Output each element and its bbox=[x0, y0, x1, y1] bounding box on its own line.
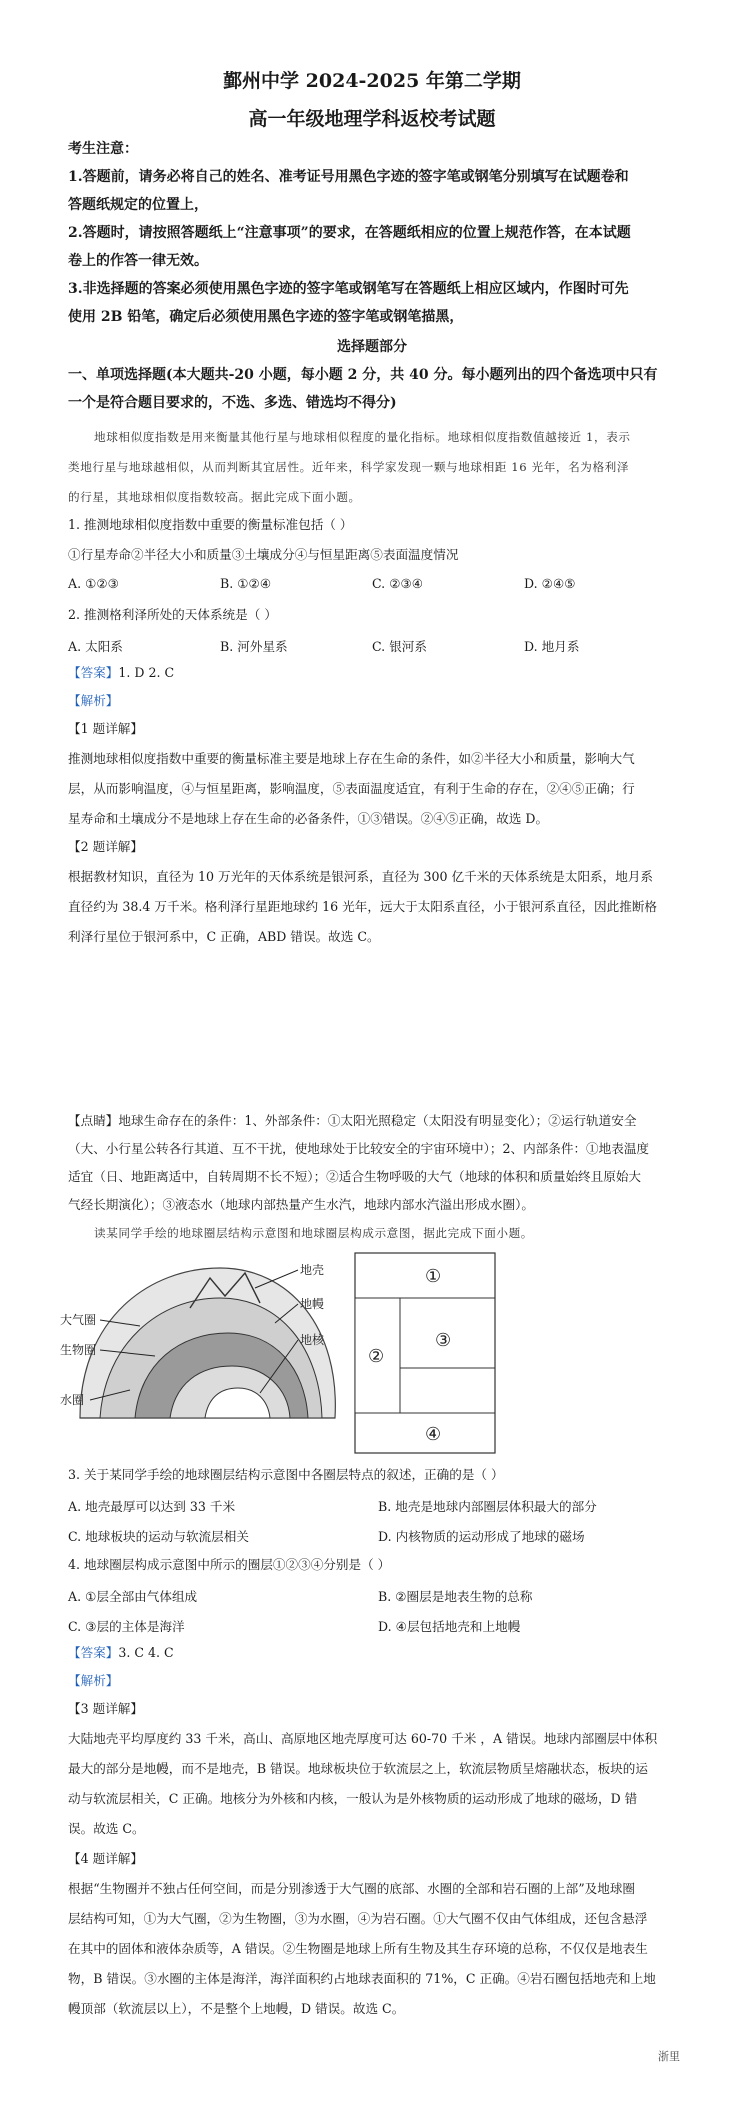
notice-heading: 考生注意： bbox=[68, 141, 138, 157]
notice-item-2a: 2.答题时，请按照答题纸上“注意事项”的要求，在答题纸相应的位置上规范作答，在本试题 bbox=[68, 225, 631, 241]
tip-line3: 适宜（日、地距离适中，自转周期不长不短）；②适合生物呼吸的大气（地球的体积和质量始终且原始大 bbox=[68, 1169, 642, 1184]
detail-4-line3: 在其中的固体和液体杂质等，A 错误。②生物圈是地球上所有生物及其生存环境的总称，不仅仅是地表生 bbox=[68, 1941, 648, 1956]
earth-sphere-composition-diagram bbox=[350, 1248, 500, 1458]
question-2-option-a: A. 太阳系 bbox=[68, 639, 123, 654]
page-footer: 浙里 bbox=[658, 2050, 680, 2063]
analysis-label: 【解析】 bbox=[68, 693, 119, 708]
label-mantle: 地幔 bbox=[300, 1297, 325, 1311]
question-4-stem: 4. 地球圈层构成示意图中所示的圈层①②③④分别是（ ） bbox=[68, 1557, 391, 1572]
tip-line2: （大、小行星公转各行其道、互不干扰，使地球处于比较安全的宇宙环境中）；2、内部条件：①地表温度 bbox=[68, 1141, 650, 1156]
question-1-stem: 1. 推测地球相似度指数中重要的衡量标准包括（ ） bbox=[68, 517, 353, 532]
detail-4-line5: 幔顶部（软流层以上），不是整个上地幔，D 错误。故选 C。 bbox=[68, 2001, 405, 2016]
detail-2-heading: 【2 题详解】 bbox=[68, 839, 143, 854]
detail-1-line3: 星寿命和土壤成分不是地球上存在生命的必备条件，①③错误。②④⑤正确，故选 D。 bbox=[68, 811, 549, 826]
detail-3-heading: 【3 题详解】 bbox=[68, 1701, 143, 1716]
label-atmosphere: 大气圈 bbox=[60, 1313, 97, 1327]
answer-1-row bbox=[68, 664, 688, 682]
detail-1-line2: 层，从而影响温度，④与恒星距离，影响温度，⑤表面温度适宜，有利于生命的存在，②④⑤正确；行 bbox=[68, 781, 635, 796]
earth-sphere-diagram bbox=[60, 1248, 350, 1438]
detail-3-line3: 动与软流层相关，C 正确。地核分为外核和内核，一般认为是外核物质的运动形成了地球的磁场，D 错 bbox=[68, 1791, 638, 1806]
section-title: 选择题部分 bbox=[337, 339, 407, 355]
exam-title-subject: 高一年级地理学科返校考试题 bbox=[248, 108, 496, 130]
analysis-label: 【解析】 bbox=[68, 1673, 119, 1688]
question-2-stem: 2. 推测格利泽所处的天体系统是（ ） bbox=[68, 607, 277, 622]
detail-1-heading: 【1 题详解】 bbox=[68, 721, 143, 736]
question-4-option-c: C. ③层的主体是海洋 bbox=[68, 1619, 185, 1634]
question-4-option-b: B. ②圈层是地表生物的总称 bbox=[378, 1589, 533, 1604]
question-3-option-c: C. 地球板块的运动与软流层相关 bbox=[68, 1529, 249, 1544]
question-3-option-a: A. 地壳最厚可以达到 33 千米 bbox=[68, 1499, 236, 1514]
question-3-option-d: D. 内核物质的运动形成了地球的磁场 bbox=[378, 1529, 585, 1544]
notice-item-3a: 3.非选择题的答案必须使用黑色字迹的签字笔或钢笔写在答题纸上相应区域内，作图时可先 bbox=[68, 281, 629, 297]
tip-line4: 气经长期演化）；③液态水（地球内部热量产生水汽，地球内部水汽溢出形成水圈）。 bbox=[68, 1197, 534, 1212]
tip-line1: 【点睛】地球生命存在的条件：1、外部条件：①太阳光照稳定（太阳没有明显变化）；②运行轨道安全 bbox=[68, 1113, 637, 1128]
notice-item-2b: 卷上的作答一律无效。 bbox=[68, 253, 208, 269]
section-heading-b: 一个是符合题目要求的，不选、多选、错选均不得分) bbox=[68, 395, 397, 411]
answer-2-row bbox=[68, 1644, 688, 1662]
detail-3-line2: 最大的部分是地幔，而不是地壳，B 错误。地球板块位于软流层之上，软流层物质呈熔融状态，板块的运 bbox=[68, 1761, 648, 1776]
notice-item-1b: 答题纸规定的位置上， bbox=[68, 197, 208, 213]
label-biosphere: 生物圈 bbox=[60, 1343, 97, 1357]
question-2-option-b: B. 河外星系 bbox=[220, 639, 288, 654]
box-2-label: ② bbox=[368, 1346, 385, 1367]
passage1-line3: 的行星，其地球相似度指数较高。据此完成下面小题。 bbox=[68, 490, 361, 504]
box-1-label: ① bbox=[425, 1266, 442, 1287]
question-1-option-b: B. ①②④ bbox=[220, 576, 272, 591]
section-heading-a: 一、单项选择题(本大题共-20 小题，每小题 2 分，共 40 分。每小题列出的四个备选项中只有 bbox=[68, 367, 658, 383]
box-4-label: ④ bbox=[425, 1424, 442, 1445]
question-3-option-b: B. 地壳是地球内部圈层体积最大的部分 bbox=[378, 1499, 597, 1514]
detail-1-line1: 推测地球相似度指数中重要的衡量标准主要是地球上存在生命的条件，如②半径大小和质量，影响大气 bbox=[68, 751, 635, 766]
detail-2-line2: 直径约为 38.4 万千米。格利泽行星距地球约 16 光年，远大于太阳系直径，小于银河系直径，因此推断格 bbox=[68, 899, 658, 914]
box-3-label: ③ bbox=[435, 1330, 452, 1351]
passage1-line2: 类地行星与地球越相似，从而判断其宜居性。近年来，科学家发现一颗与地球相距 16 光年，名为格利泽 bbox=[68, 460, 630, 474]
answer-value: 3. C 4. C bbox=[118, 1645, 174, 1660]
question-4-option-d: D. ④层包括地壳和上地幔 bbox=[378, 1619, 521, 1634]
detail-2-line3: 利泽行星位于银河系中，C 正确，ABD 错误。故选 C。 bbox=[68, 929, 380, 944]
question-1-items: ①行星寿命②半径大小和质量③土壤成分④与恒星距离⑤表面温度情况 bbox=[68, 547, 459, 562]
label-crust: 地壳 bbox=[300, 1263, 325, 1277]
detail-4-line2: 层结构可知，①为大气圈，②为生物圈，③为水圈，④为岩石圈。①大气圈不仅由气体组成，还包含悬浮 bbox=[68, 1911, 648, 1926]
label-hydrosphere: 水圈 bbox=[60, 1393, 85, 1407]
question-2-option-d: D. 地月系 bbox=[524, 639, 580, 654]
question-1-option-d: D. ②④⑤ bbox=[524, 576, 576, 591]
answer-label: 【答案】 bbox=[68, 665, 119, 680]
label-core: 地核 bbox=[300, 1333, 325, 1347]
question-4-option-a: A. ①层全部由气体组成 bbox=[68, 1589, 198, 1604]
answer-value: 1. D 2. C bbox=[118, 665, 175, 680]
detail-3-line4: 误。故选 C。 bbox=[68, 1821, 145, 1836]
detail-2-line1: 根据教材知识，直径为 10 万光年的天体系统是银河系，直径为 300 亿千米的天体系统是太阳系，地月系 bbox=[68, 869, 654, 884]
detail-4-line1: 根据“生物圈并不独占任何空间，而是分别渗透于大气圈的底部、水圈的全部和岩石圈的上部”及地球圈 bbox=[68, 1881, 636, 1896]
notice-item-3b: 使用 2B 铅笔，确定后必须使用黑色字迹的签字笔或钢笔描黑， bbox=[68, 309, 464, 325]
question-3-stem: 3. 关于某同学手绘的地球圈层结构示意图中各圈层特点的叙述，正确的是（ ） bbox=[68, 1467, 504, 1482]
detail-3-line1: 大陆地壳平均厚度约 33 千米，高山、高原地区地壳厚度可达 60-70 千米 ，A 错误。地球内部圈层中体积 bbox=[68, 1731, 658, 1746]
question-2-option-c: C. 银河系 bbox=[372, 639, 427, 654]
passage1-line1: 地球相似度指数是用来衡量其他行星与地球相似程度的量化指标。地球相似度指数值越接近 1，表示 bbox=[94, 430, 631, 444]
detail-4-line4: 物，B 错误。③水圈的主体是海洋，海洋面积约占地球表面积的 71%，C 正确。④岩石圈包括地壳和上地 bbox=[68, 1971, 656, 1986]
detail-4-heading: 【4 题详解】 bbox=[68, 1851, 143, 1866]
passage2-line1: 读某同学手绘的地球圈层结构示意图和地球圈层构成示意图，据此完成下面小题。 bbox=[94, 1226, 533, 1240]
notice-item-1a: 1.答题前，请务必将自己的姓名、准考证号用黑色字迹的签字笔或钢笔分别填写在试题卷和 bbox=[68, 169, 629, 185]
question-1-option-c: C. ②③④ bbox=[372, 576, 424, 591]
question-1-option-a: A. ①②③ bbox=[68, 576, 119, 591]
exam-title-school: 鄞州中学 2024-2025 年第二学期 bbox=[223, 70, 521, 92]
answer-label: 【答案】 bbox=[68, 1645, 119, 1660]
